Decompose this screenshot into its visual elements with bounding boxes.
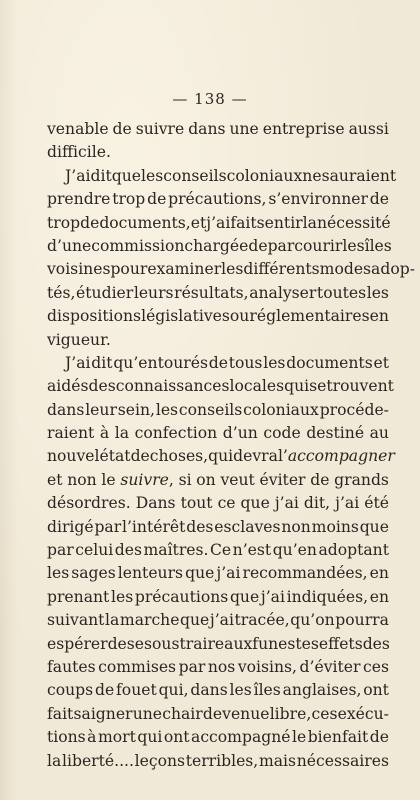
text-line bbox=[47, 329, 389, 352]
word: ne bbox=[302, 166, 322, 185]
text-line bbox=[47, 422, 389, 445]
word: leurs bbox=[133, 283, 174, 302]
text-line bbox=[47, 586, 389, 609]
word: maîtres. bbox=[143, 541, 209, 560]
word: sein, bbox=[117, 400, 155, 419]
word: on bbox=[196, 470, 216, 489]
word: exécu- bbox=[337, 704, 389, 723]
word: tout bbox=[180, 494, 213, 513]
word: et bbox=[373, 353, 389, 372]
word: prendre bbox=[47, 190, 111, 209]
text-line bbox=[47, 633, 389, 656]
word: l’ bbox=[277, 447, 288, 466]
word: les bbox=[47, 564, 70, 583]
word: terribles, bbox=[185, 751, 259, 770]
word: pourra bbox=[335, 611, 389, 630]
word: , bbox=[168, 470, 174, 489]
word: à bbox=[87, 728, 97, 747]
word: le bbox=[292, 728, 307, 747]
word: que bbox=[185, 564, 215, 583]
text-line bbox=[47, 352, 389, 375]
word: des bbox=[88, 377, 116, 396]
word: mais bbox=[258, 751, 297, 770]
word: si bbox=[178, 470, 192, 489]
word: saigner bbox=[73, 704, 133, 723]
word: connaissances bbox=[115, 377, 230, 396]
word: coups bbox=[47, 681, 94, 700]
word: tracée, bbox=[234, 611, 290, 630]
word: locales bbox=[229, 377, 285, 396]
word: aux bbox=[224, 634, 253, 653]
word: les bbox=[155, 400, 179, 419]
word: qu’entourés bbox=[113, 353, 208, 372]
text-line bbox=[47, 726, 389, 749]
word: de bbox=[369, 190, 389, 209]
word: par bbox=[47, 541, 74, 560]
word: été bbox=[364, 494, 389, 513]
word: toutes bbox=[316, 283, 367, 302]
word bbox=[120, 469, 174, 492]
word: nos bbox=[207, 657, 236, 676]
text-line bbox=[47, 516, 389, 539]
word: les bbox=[366, 283, 389, 302]
word: d’une bbox=[47, 236, 92, 255]
text-line bbox=[47, 141, 389, 164]
word: difficile. bbox=[47, 143, 111, 162]
word: les bbox=[342, 236, 365, 255]
word: état bbox=[99, 447, 131, 466]
word: désordres. bbox=[47, 494, 131, 513]
word: ou bbox=[229, 307, 250, 326]
word: entreprise bbox=[262, 120, 345, 138]
word: tés, bbox=[47, 283, 76, 302]
word: indiquées, bbox=[286, 587, 369, 606]
word: de bbox=[147, 190, 167, 209]
word: j’ai bbox=[274, 494, 299, 513]
text-line bbox=[47, 539, 389, 562]
word: j’ai bbox=[260, 587, 285, 606]
word: par bbox=[94, 517, 122, 536]
word: grands bbox=[334, 470, 389, 489]
word: J’ai bbox=[65, 353, 91, 372]
word: leur bbox=[85, 400, 117, 419]
word: moins bbox=[311, 517, 359, 536]
word: destiné bbox=[306, 424, 365, 443]
word: différents bbox=[243, 260, 320, 279]
word: documents, bbox=[99, 213, 191, 232]
word: se bbox=[126, 634, 145, 653]
word: en bbox=[369, 587, 389, 606]
word: et bbox=[190, 213, 207, 232]
word: nécessité bbox=[316, 213, 391, 232]
word: chair bbox=[162, 704, 203, 723]
word: effets bbox=[318, 634, 363, 653]
word: trop bbox=[47, 213, 81, 232]
word: parcourir bbox=[267, 236, 343, 255]
word: non bbox=[281, 517, 311, 536]
word: commises bbox=[98, 657, 177, 676]
text-line bbox=[47, 445, 395, 468]
word: la bbox=[47, 751, 62, 770]
text-line bbox=[47, 399, 389, 422]
word: que bbox=[240, 494, 270, 513]
word: aidés bbox=[47, 377, 89, 396]
word: dans bbox=[47, 400, 85, 419]
word: des bbox=[362, 634, 390, 653]
word: le bbox=[101, 470, 116, 489]
word: Ce bbox=[209, 541, 232, 560]
text-line bbox=[47, 188, 389, 211]
text-line bbox=[47, 469, 389, 492]
word: la bbox=[105, 611, 120, 630]
word: suivre bbox=[135, 120, 185, 138]
text-line bbox=[47, 375, 394, 398]
word: dit bbox=[91, 353, 113, 372]
italic-word: suivre bbox=[120, 470, 169, 489]
word: à bbox=[99, 424, 110, 443]
word: que bbox=[111, 166, 142, 185]
word: j’ai bbox=[209, 611, 234, 630]
word: ces bbox=[311, 704, 338, 723]
word: devenue bbox=[202, 704, 270, 723]
text-line bbox=[47, 212, 389, 235]
word: adoptant bbox=[318, 541, 389, 560]
text-line bbox=[47, 492, 389, 515]
word: ce bbox=[217, 494, 236, 513]
word: confection bbox=[134, 424, 218, 443]
word: esclaves bbox=[214, 517, 281, 536]
word: dit bbox=[90, 166, 112, 185]
word: de bbox=[248, 236, 268, 255]
word: les bbox=[221, 260, 244, 279]
word: trouvent bbox=[326, 377, 394, 396]
word: qui bbox=[284, 377, 310, 396]
word: que bbox=[180, 611, 210, 630]
word: lenteurs bbox=[117, 564, 184, 583]
word: d’un bbox=[222, 424, 258, 443]
word: îles bbox=[253, 681, 281, 700]
word: n’est bbox=[232, 541, 272, 560]
word: modes bbox=[319, 260, 372, 279]
word: de bbox=[94, 681, 115, 700]
word: coloniaux bbox=[243, 400, 319, 419]
word: conseils bbox=[163, 166, 227, 185]
word: éviter bbox=[259, 470, 306, 489]
word: conseils bbox=[178, 400, 243, 419]
word: j’ai bbox=[216, 564, 241, 583]
text-line bbox=[47, 118, 389, 141]
word: choses, bbox=[149, 447, 209, 466]
word: précautions bbox=[134, 587, 229, 606]
word: voisines bbox=[47, 260, 111, 279]
word: mort bbox=[97, 728, 136, 747]
word: code bbox=[263, 424, 301, 443]
text-line bbox=[47, 679, 389, 702]
word: législatives bbox=[141, 307, 230, 326]
word: aussi bbox=[348, 120, 389, 138]
word: libre, bbox=[269, 704, 312, 723]
word: en bbox=[369, 307, 389, 326]
word: qui bbox=[137, 728, 163, 747]
word: ont bbox=[363, 681, 389, 700]
word: nouvel bbox=[47, 447, 100, 466]
word: fouet bbox=[116, 681, 157, 700]
word: soustraire bbox=[144, 634, 225, 653]
word: J’ai bbox=[65, 166, 91, 185]
word: la bbox=[114, 424, 130, 443]
word: et bbox=[47, 470, 63, 489]
word: commission bbox=[91, 236, 185, 255]
text-line bbox=[47, 305, 389, 328]
word: funestes bbox=[252, 634, 319, 653]
word: examiner bbox=[147, 260, 222, 279]
word: j’ai bbox=[335, 494, 360, 513]
word: celui bbox=[75, 541, 114, 560]
page-number-header: — 138 — bbox=[172, 90, 248, 108]
word: anglaises, bbox=[282, 681, 362, 700]
word: résultats, bbox=[174, 283, 249, 302]
word: pour bbox=[110, 260, 148, 279]
word: recommandées, bbox=[242, 564, 368, 583]
word: dans bbox=[188, 120, 226, 138]
word: leçons bbox=[134, 751, 186, 770]
word: de bbox=[107, 634, 127, 653]
word: une bbox=[132, 704, 163, 723]
word: s’environner bbox=[268, 190, 368, 209]
word: bienfait bbox=[307, 728, 369, 747]
word: vigueur. bbox=[47, 330, 111, 349]
word: les bbox=[110, 587, 134, 606]
word: qui bbox=[208, 447, 234, 466]
word: fait bbox=[230, 213, 257, 232]
text-line bbox=[47, 165, 397, 188]
word bbox=[278, 445, 395, 468]
word: Dans bbox=[135, 494, 176, 513]
text-line bbox=[47, 282, 389, 305]
word: trop bbox=[112, 190, 146, 209]
word: de bbox=[208, 353, 228, 372]
word: accompagné bbox=[191, 728, 291, 747]
word: tous bbox=[228, 353, 263, 372]
word: de bbox=[369, 728, 389, 747]
word: veut bbox=[220, 470, 255, 489]
word: ces bbox=[363, 657, 389, 676]
word: voisins, bbox=[237, 657, 298, 676]
text-line bbox=[47, 562, 389, 585]
word: d’éviter bbox=[299, 657, 361, 676]
word: des bbox=[186, 517, 214, 536]
word: coloniaux bbox=[226, 166, 303, 185]
text-line bbox=[47, 609, 389, 632]
word: sages bbox=[71, 564, 116, 583]
word: précautions, bbox=[168, 190, 267, 209]
word: de bbox=[80, 213, 100, 232]
word: une bbox=[229, 120, 259, 138]
word: raient bbox=[47, 424, 95, 443]
word: liberté.... bbox=[61, 751, 134, 770]
word: fait bbox=[47, 704, 74, 723]
word: devra bbox=[233, 447, 278, 466]
word: dirigé bbox=[47, 517, 94, 536]
word: sentir bbox=[256, 213, 303, 232]
word: de bbox=[130, 447, 150, 466]
word: non bbox=[67, 470, 97, 489]
word: espérer bbox=[47, 634, 108, 653]
word: réglementaires bbox=[249, 307, 370, 326]
word: de bbox=[310, 470, 330, 489]
text-line bbox=[47, 750, 389, 773]
word: dispositions bbox=[47, 307, 142, 326]
body-text bbox=[47, 118, 415, 773]
word: j’ai bbox=[206, 213, 231, 232]
word: tions bbox=[47, 728, 86, 747]
word: des bbox=[114, 541, 142, 560]
word: que bbox=[229, 587, 260, 606]
word: analyser bbox=[249, 283, 317, 302]
word: qu’en bbox=[272, 541, 317, 560]
word: en bbox=[369, 564, 389, 583]
word: les bbox=[141, 166, 164, 185]
word: ont bbox=[163, 728, 190, 747]
italic-word: accompagner bbox=[287, 447, 395, 466]
word: de bbox=[112, 120, 132, 138]
word: la bbox=[302, 213, 317, 232]
word: nécessaires bbox=[296, 751, 389, 770]
word: chargée bbox=[184, 236, 249, 255]
word: fautes bbox=[47, 657, 96, 676]
word: prenant bbox=[47, 587, 110, 606]
word: les bbox=[229, 681, 252, 700]
word: marche bbox=[119, 611, 180, 630]
word: que bbox=[359, 517, 389, 536]
word: se bbox=[309, 377, 327, 396]
word: par bbox=[178, 657, 206, 676]
word: adop- bbox=[371, 260, 415, 279]
word: dans bbox=[190, 681, 228, 700]
text-line bbox=[47, 703, 389, 726]
text-line bbox=[47, 656, 389, 679]
text-line bbox=[47, 235, 392, 258]
word: procéde- bbox=[319, 400, 389, 419]
word: venable bbox=[47, 120, 109, 138]
word: îles bbox=[364, 236, 392, 255]
word: étudier bbox=[76, 283, 134, 302]
word: l’intérêt bbox=[121, 517, 186, 536]
word: les bbox=[263, 353, 286, 372]
text-line bbox=[47, 258, 415, 281]
word: qui, bbox=[158, 681, 189, 700]
word: qu’on bbox=[290, 611, 335, 630]
word: dit, bbox=[303, 494, 331, 513]
word: sauraient bbox=[321, 166, 397, 185]
word: suivant bbox=[47, 611, 105, 630]
word: au bbox=[369, 424, 389, 443]
word: documents bbox=[286, 353, 373, 372]
